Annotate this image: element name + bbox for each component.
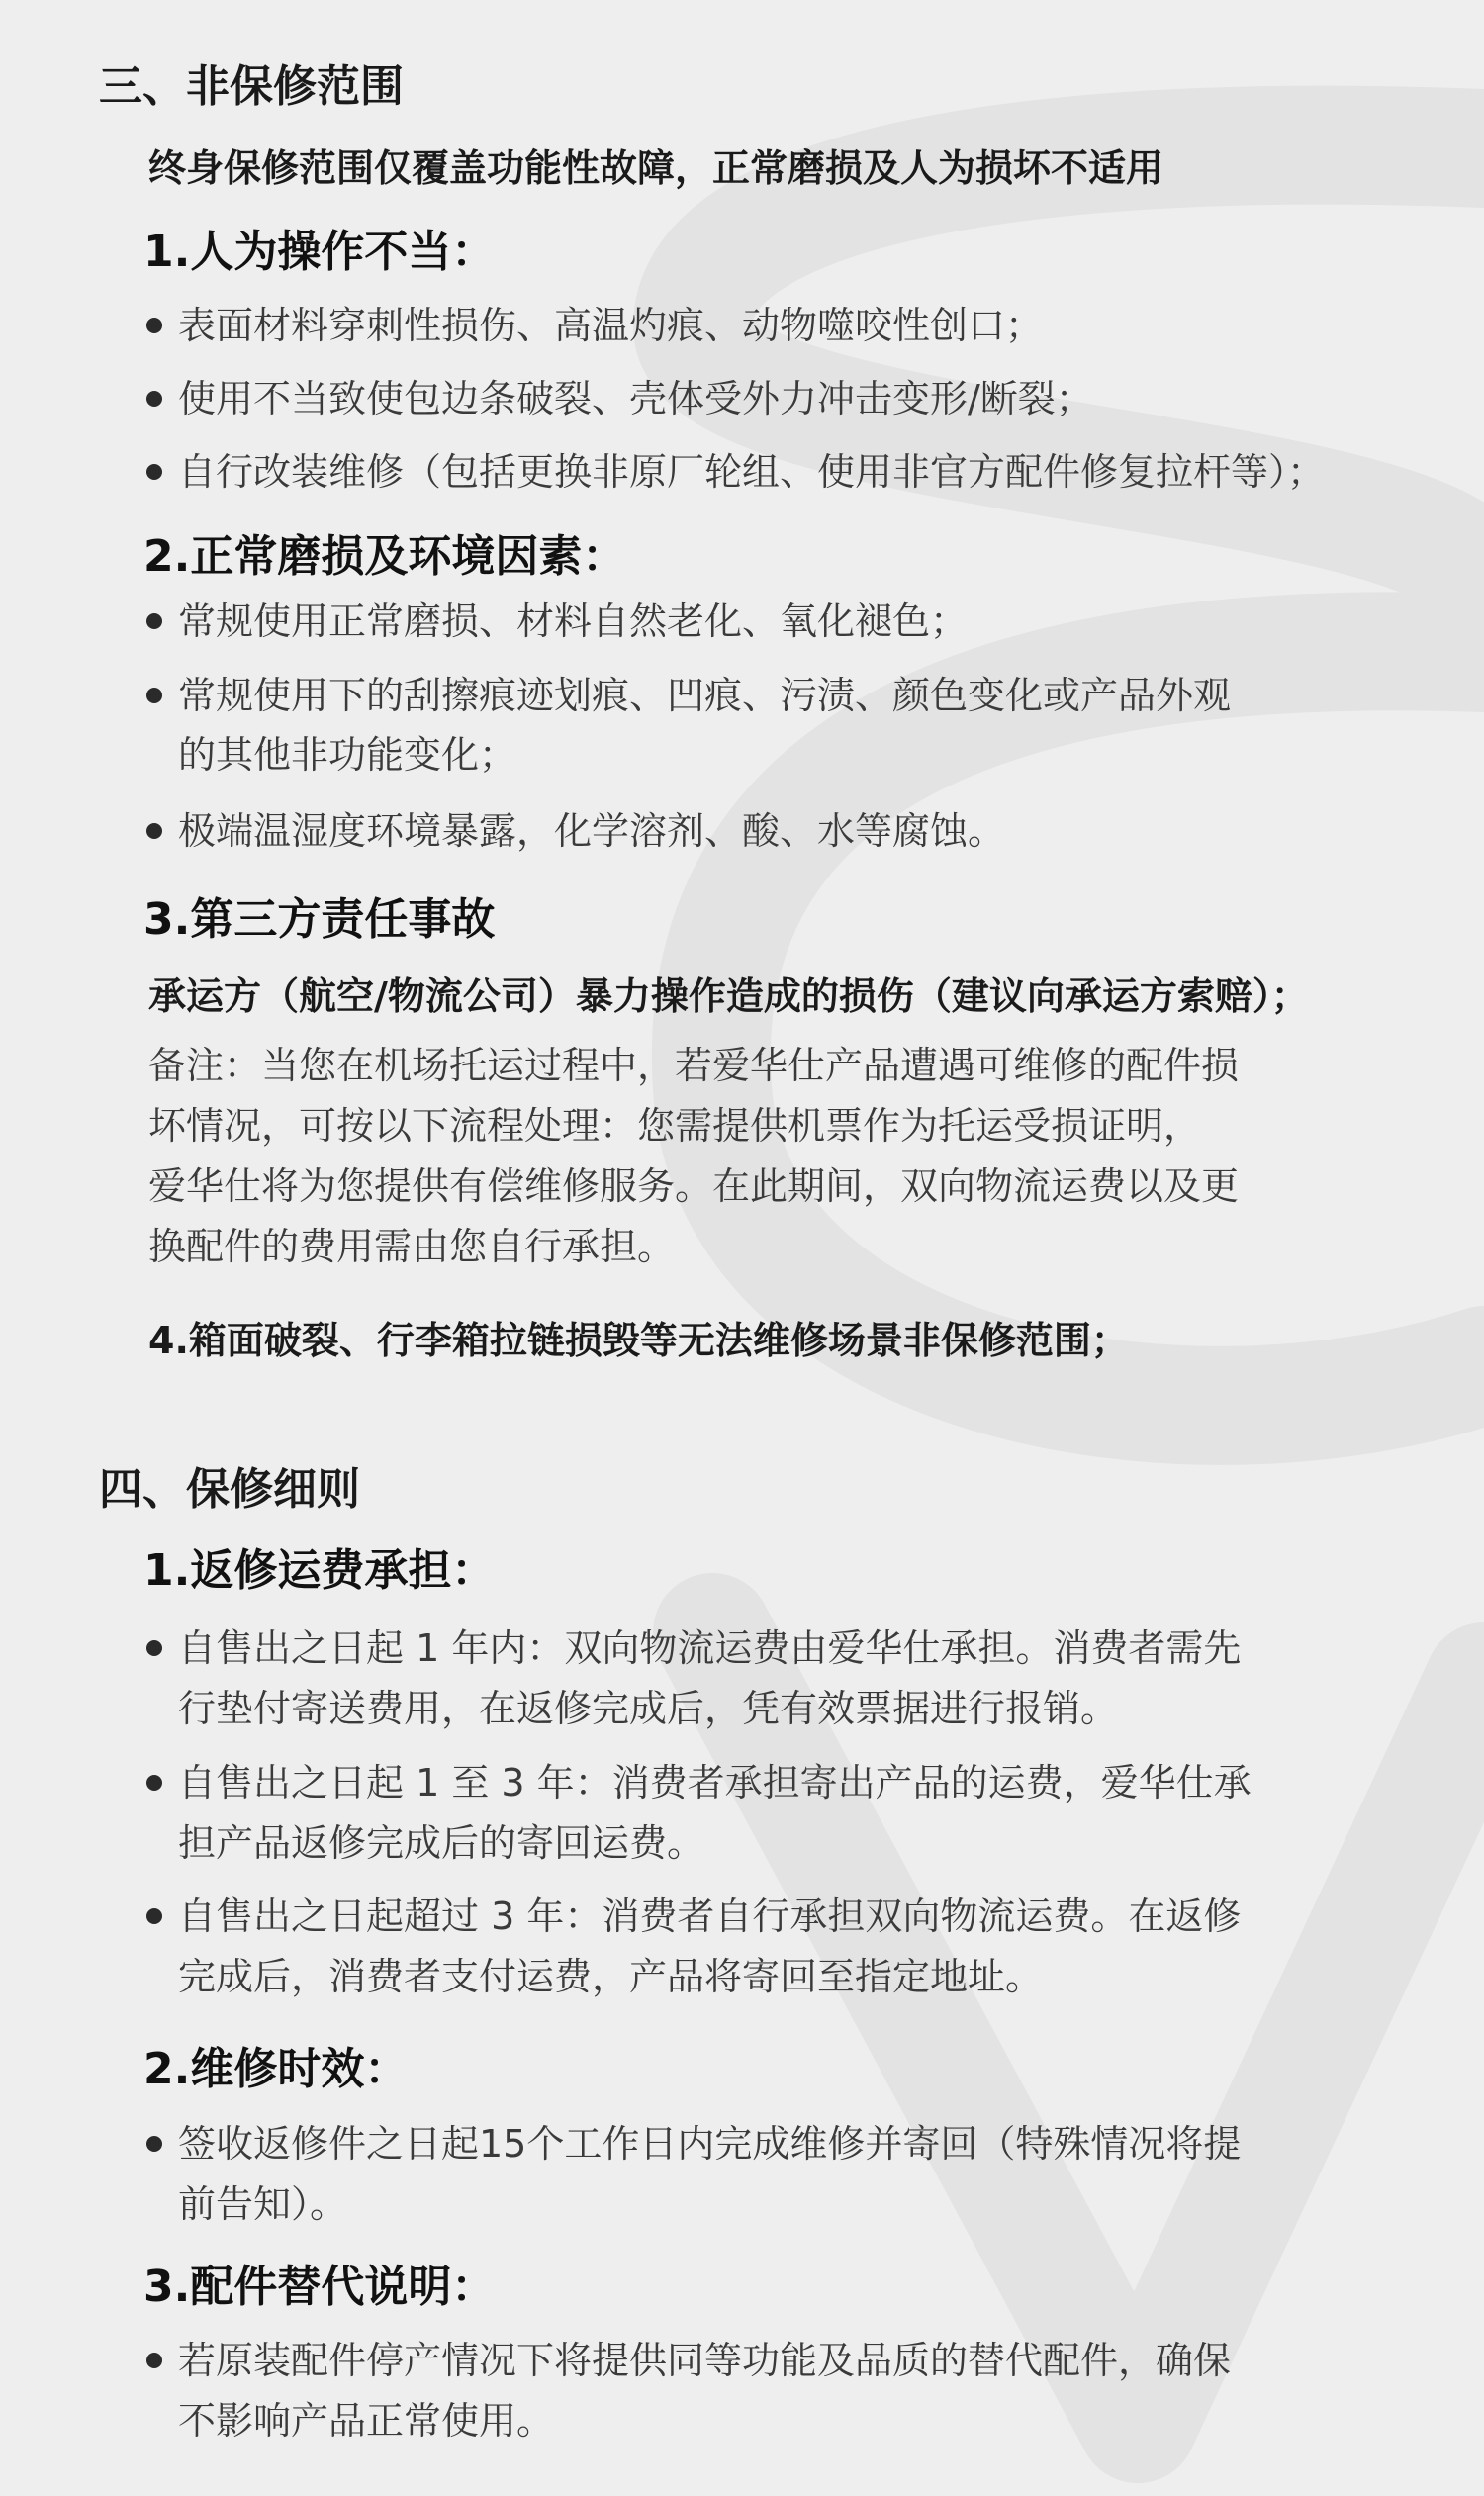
bullet-icon bbox=[146, 391, 162, 407]
section-3-sub-3-note-line-1: 备注：当您在机场托运过程中，若爱华仕产品遭遇可维修的配件损 bbox=[148, 1044, 1240, 1087]
section-4-sub-3-title: 3.配件替代说明： bbox=[143, 2262, 496, 2312]
section-4-sub-1-item-2-line-2: 担产品返修完成后的寄回运费。 bbox=[178, 1821, 705, 1865]
section-3-sub-1-title: 1.人为操作不当： bbox=[143, 227, 496, 277]
section-3-sub-3-strong: 承运方（航空/物流公司）暴力操作造成的损伤（建议向承运方索赔）； bbox=[148, 974, 1309, 1018]
section-4-sub-1-title: 1.返修运费承担： bbox=[143, 1545, 496, 1596]
section-4-sub-1-item-1-line-2: 行垫付寄送费用，在返修完成后，凭有效票据进行报销。 bbox=[178, 1687, 1119, 1730]
bullet-icon bbox=[146, 318, 162, 333]
section-4-title: 四、保修细则 bbox=[99, 1464, 360, 1515]
section-3-sub-2-item-2-line-1: 常规使用下的刮擦痕迹划痕、凹痕、污渍、颜色变化或产品外观 bbox=[178, 674, 1232, 717]
section-3-sub-2-item-1: 常规使用正常磨损、材料自然老化、氧化褪色； bbox=[178, 600, 969, 643]
section-3-sub-2-item-3: 极端温湿度环境暴露，化学溶剂、酸、水等腐蚀。 bbox=[178, 809, 1006, 853]
bullet-icon bbox=[146, 613, 162, 629]
section-3-sub-2-item-2-line-2: 的其他非功能变化； bbox=[178, 733, 517, 777]
section-3-sub-3-note-line-3: 爱华仕将为您提供有偿维修服务。在此期间，双向物流运费以及更 bbox=[148, 1164, 1240, 1208]
section-4-sub-1-item-1-line-1: 自售出之日起 1 年内：双向物流运费由爱华仕承担。消费者需先 bbox=[178, 1626, 1242, 1670]
section-3-sub-1-item-3: 自行改装维修（包括更换非原厂轮组、使用非官方配件修复拉杆等）； bbox=[178, 450, 1326, 494]
section-3-title: 三、非保修范围 bbox=[99, 61, 404, 112]
section-3-sub-3-note-line-4: 换配件的费用需由您自行承担。 bbox=[148, 1225, 676, 1268]
bullet-icon bbox=[146, 823, 162, 839]
section-4-sub-1-item-3-line-1: 自售出之日起超过 3 年：消费者自行承担双向物流运费。在返修 bbox=[178, 1895, 1242, 1938]
section-4-sub-3-item-1-line-2: 不影响产品正常使用。 bbox=[178, 2399, 555, 2443]
bullet-icon bbox=[146, 2136, 162, 2152]
section-4-sub-1-item-2-line-1: 自售出之日起 1 至 3 年：消费者承担寄出产品的运费，爱华仕承 bbox=[178, 1761, 1252, 1804]
section-3-sub-3-title: 3.第三方责任事故 bbox=[143, 894, 496, 945]
section-3-sub-1-item-1: 表面材料穿刺性损伤、高温灼痕、动物噬咬性创口； bbox=[178, 304, 1044, 347]
bullet-icon bbox=[146, 2353, 162, 2368]
section-3-sub-3-note-line-2: 坏情况，可按以下流程处理：您需提供机票作为托运受损证明， bbox=[148, 1104, 1202, 1148]
section-4-sub-2-title: 2.维修时效： bbox=[143, 2044, 409, 2094]
section-4-sub-2-item-1-line-2: 前告知）。 bbox=[178, 2182, 348, 2226]
section-3-sub-1-item-2: 使用不当致使包边条破裂、壳体受外力冲击变形/断裂； bbox=[178, 377, 1093, 420]
bullet-icon bbox=[146, 464, 162, 480]
bullet-icon bbox=[146, 1640, 162, 1656]
section-4-sub-2-item-1-line-1: 签收返修件之日起15个工作日内完成维修并寄回（特殊情况将提 bbox=[178, 2122, 1242, 2166]
section-4-sub-3-item-1-line-1: 若原装配件停产情况下将提供同等功能及品质的替代配件，确保 bbox=[178, 2339, 1232, 2382]
bullet-icon bbox=[146, 1775, 162, 1791]
section-3-intro: 终身保修范围仅覆盖功能性故障，正常磨损及人为损坏不适用 bbox=[148, 146, 1164, 190]
bullet-icon bbox=[146, 688, 162, 703]
section-3-sub-4-title: 4.箱面破裂、行李箱拉链损毁等无法维修场景非保修范围； bbox=[148, 1319, 1129, 1362]
bullet-icon bbox=[146, 1908, 162, 1924]
section-4-sub-1-item-3-line-2: 完成后，消费者支付运费，产品将寄回至指定地址。 bbox=[178, 1955, 1044, 1998]
section-3-sub-2-title: 2.正常磨损及环境因素： bbox=[143, 531, 626, 582]
